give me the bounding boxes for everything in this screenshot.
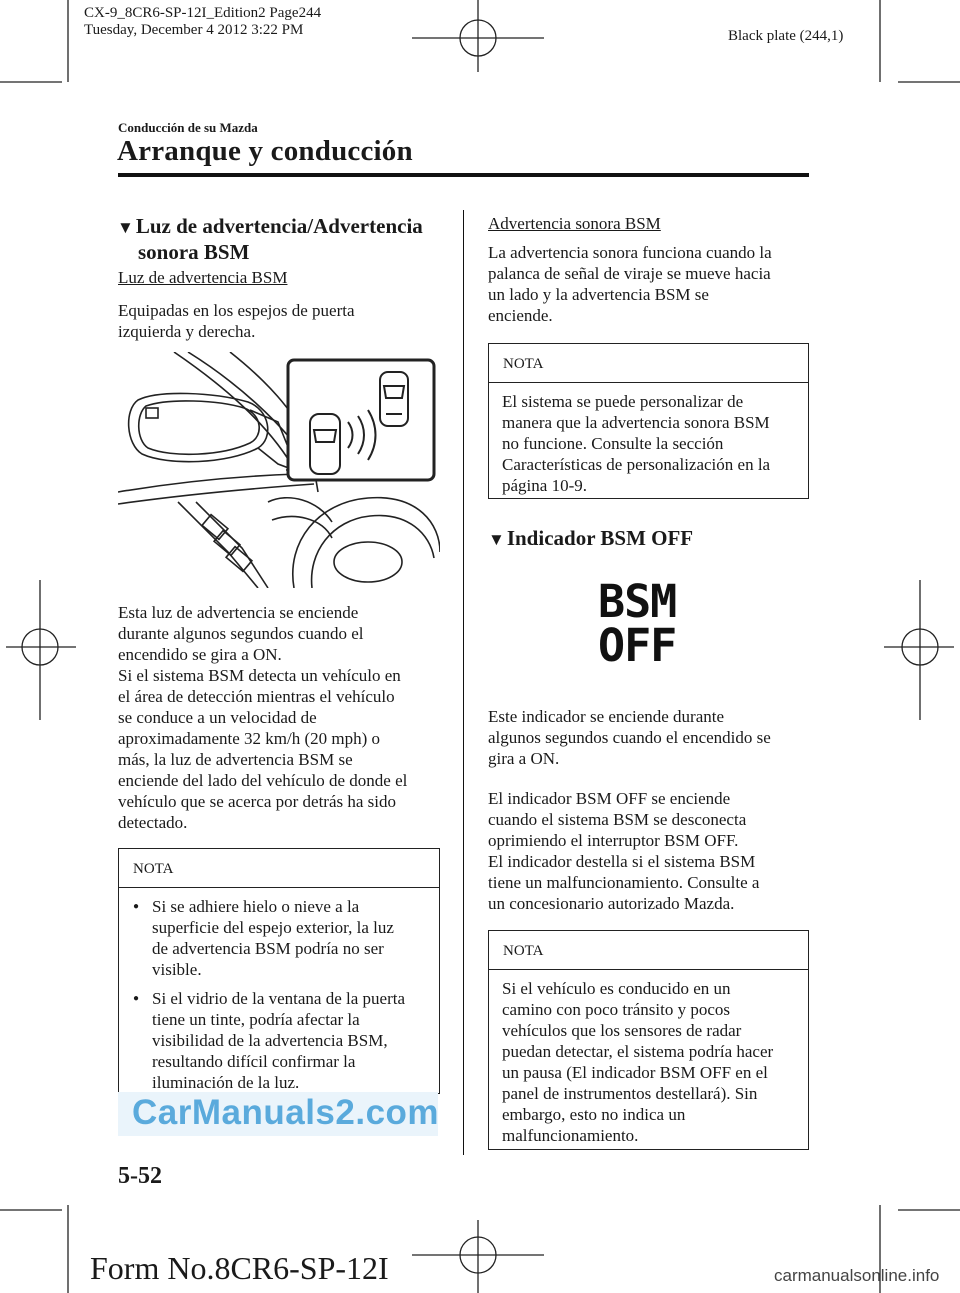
subheading-audible-warning: Advertencia sonora BSM: [488, 214, 661, 233]
paragraph-warning-description: Esta luz de advertencia se enciende durante algunos segundos cuando el encendido se gira a ON. Si el sistema BSM detecta un vehículo en el área de detección mientras el vehículo se conduce a un velocidad de aproximadamente 32 km/h (20 mph) o más, la luz de advertencia BSM se enciende del lado del vehículo de donde el vehículo que se acerca por detrás ha sido detectado.: [118, 603, 408, 832]
note-box-left: [118, 848, 440, 1094]
form-number: Form No.8CR6-SP-12I: [90, 1250, 389, 1286]
section-heading-bsm-warning: ▼Luz de advertencia/Advertencia sonora BSM: [117, 214, 423, 264]
paragraph-audible-warning: La advertencia sonora funciona cuando la palanca de señal de viraje se mueve hacia un lado y la advertencia BSM se enciende.: [488, 243, 772, 325]
note-bullet-ice: ● Si se adhiere hielo o nieve a la superficie del espejo exterior, la luz de advertencia BSM podría no ser visible.: [132, 896, 429, 980]
note-body: [119, 888, 439, 1111]
bsm-off-indicator-icon: BSM OFF: [598, 575, 677, 672]
triangle-bullet-icon: ▼: [117, 218, 134, 237]
mirror-illustration: [118, 352, 440, 588]
column-divider: [463, 210, 464, 1155]
page-number: 5-52: [118, 1163, 162, 1189]
watermark-carmanualsonline[interactable]: carmanualsonline.info: [774, 1266, 940, 1285]
note-body: El sistema se puede personalizar de manera que la advertencia sonora BSM no funcione. Consulte la sección Características de personalización en la página 10-9.: [502, 392, 771, 495]
note-body: Si el vehículo es conducido en un camino con poco tránsito y pocos vehículos que los sensores de radar puedan detectar, el sistema podría hacer un pausa (El indicador BSM OFF en el panel de instrumentos destellará). Sin embargo, esto no indica un malfuncionamiento.: [502, 979, 774, 1145]
page-title: Arranque y conducción: [117, 135, 413, 167]
print-meta-line2: Tuesday, December 4 2012 3:22 PM: [84, 22, 304, 38]
note-box-right-1: [488, 343, 809, 499]
note-box-right-2: [488, 930, 809, 1150]
note-title: NOTA: [119, 849, 439, 888]
triangle-bullet-icon: ▼: [488, 530, 505, 549]
print-meta-line1: CX-9_8CR6-SP-12I_Edition2 Page244: [84, 5, 322, 21]
header-rule: [118, 173, 809, 177]
subheading-warning-light: Luz de advertencia BSM: [118, 268, 288, 287]
paragraph-indicator-on: Este indicador se enciende durante algunos segundos cuando el encendido se gira a ON.: [488, 707, 771, 768]
paragraph-indicator-off: El indicador BSM OFF se enciende cuando el sistema BSM se desconecta oprimiendo el interruptor BSM OFF. El indicador destella si el sistema BSM tiene un malfuncionamiento. Consulte a un concesionario autorizado Mazda.: [488, 789, 760, 913]
chapter-label: Conducción de su Mazda: [118, 120, 258, 135]
note-title: NOTA: [489, 344, 808, 383]
note-title: NOTA: [489, 931, 808, 970]
note-bullet-tint: ● Si el vidrio de la ventana de la puerta tiene un tinte, podría afectar la visibilidad de la advertencia BSM, resultando difícil confirmar la iluminación de la luz.: [132, 988, 429, 1093]
plate-label: Black plate (244,1): [728, 28, 844, 44]
section-heading-bsm-off: ▼Indicador BSM OFF: [488, 526, 694, 550]
watermark-carmanuals2[interactable]: CarManuals2.com: [132, 1093, 440, 1132]
paragraph-mirrors: Equipadas en los espejos de puerta izquierda y derecha.: [118, 301, 355, 341]
